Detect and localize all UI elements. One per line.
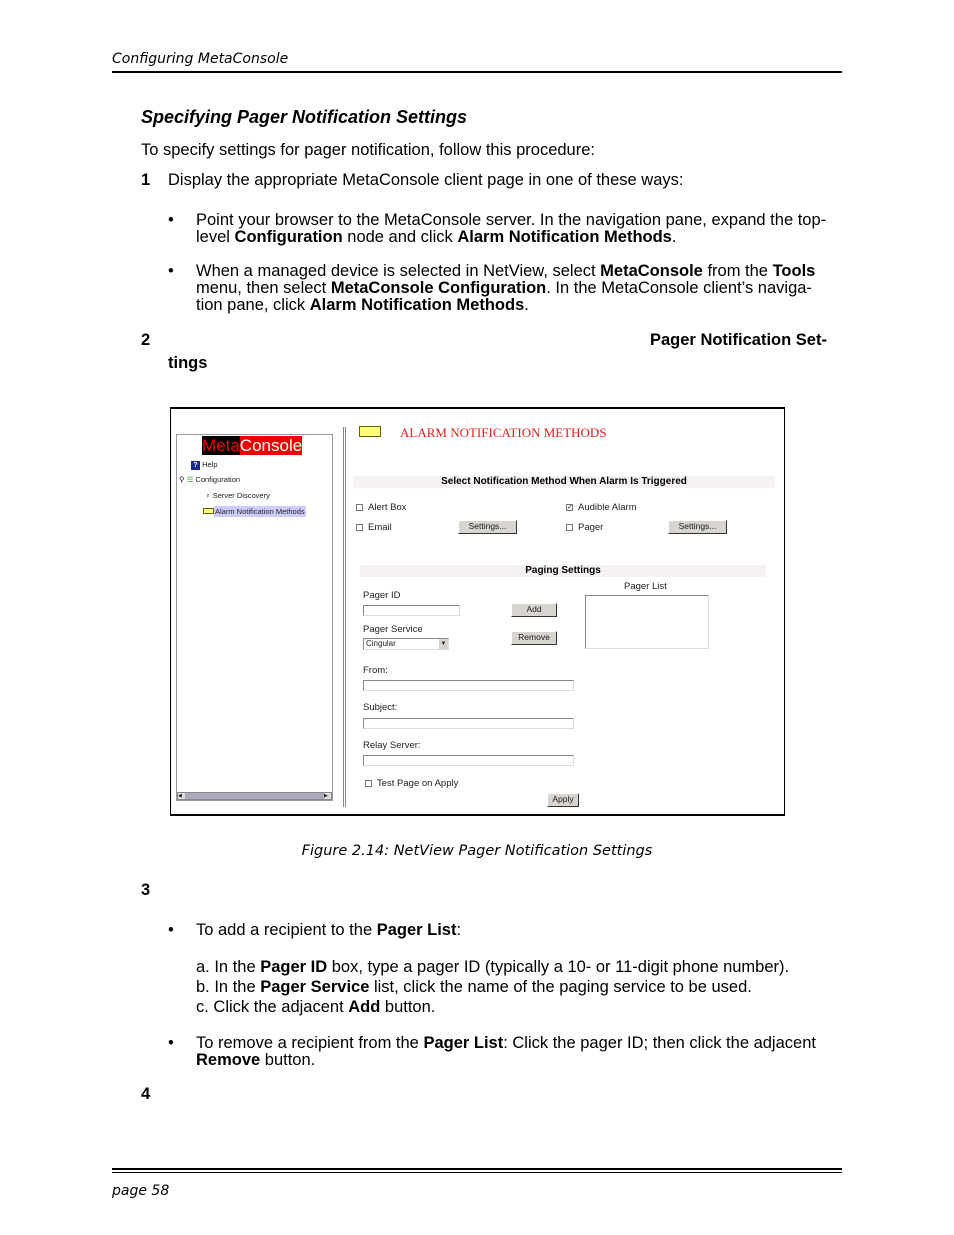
step-text: Pager Notification Set- — [650, 331, 827, 349]
pager-service-label: Pager Service — [363, 624, 423, 635]
subject-input[interactable] — [363, 718, 574, 729]
sub-step: b. In the Pager Service list, click the name of the paging service to be used. — [196, 978, 752, 996]
expand-icon: ⚲ — [179, 475, 185, 484]
footer-rule — [112, 1172, 842, 1173]
scroll-right-icon[interactable]: ▶ — [324, 793, 331, 799]
section-title: Specifying Pager Notification Settings — [141, 107, 468, 127]
tree-item-alarm-notification-methods[interactable]: Alarm Notification Methods — [203, 507, 306, 516]
apply-button[interactable]: Apply — [547, 793, 579, 807]
pager-settings-button[interactable]: Settings... — [668, 520, 727, 534]
alert-box-checkbox[interactable]: Alert Box — [356, 502, 407, 513]
help-icon: ? — [191, 461, 200, 470]
pager-list-label: Pager List — [624, 581, 667, 592]
navigation-pane — [176, 434, 333, 801]
tree-item-configuration[interactable]: ⚲ ☰ Configuration — [179, 475, 241, 484]
add-button[interactable]: Add — [511, 603, 557, 617]
step-text: tings — [168, 354, 208, 372]
intro-text: To specify settings for pager notification, follow this procedure: — [141, 141, 595, 159]
step-number: 2 — [141, 331, 151, 349]
sub-step: a. In the Pager ID box, type a pager ID (typically a 10- or 11-digit phone number). — [196, 958, 790, 976]
pager-id-label: Pager ID — [363, 590, 401, 601]
audible-alarm-checkbox[interactable]: ✓ Audible Alarm — [567, 502, 637, 513]
bullet-text: Point your browser to the MetaConsole server. In the navigation pane, expand the top- level Configuration node and click Alarm Notification Methods. — [196, 211, 827, 246]
sub-step: c. Click the adjacent Add button. — [196, 998, 436, 1016]
bullet-text: To add a recipient to the Pager List: — [196, 921, 462, 939]
pager-checkbox[interactable]: Pager — [566, 522, 603, 533]
chevron-down-icon[interactable]: ▼ — [440, 641, 447, 647]
bullet-text: When a managed device is selected in NetView, select MetaConsole from the Tools menu, then select MetaConsole Configuration. In the MetaConsole client’s naviga- tion pane, click Alarm Notification Methods. — [196, 262, 816, 314]
tree-item-server-discovery[interactable]: ♀ Server Discovery — [205, 491, 270, 500]
pager-id-input[interactable] — [363, 605, 460, 616]
test-page-checkbox[interactable]: Test Page on Apply — [365, 778, 458, 789]
pager-service-select[interactable]: Cingular ▼ — [363, 638, 449, 650]
pager-list-box[interactable] — [585, 595, 709, 649]
email-checkbox[interactable]: Email — [356, 522, 392, 533]
from-label: From: — [363, 665, 388, 676]
config-icon: ☰ — [186, 475, 194, 484]
page-title: ALARM NOTIFICATION METHODS — [400, 425, 607, 440]
relay-server-label: Relay Server: — [363, 740, 421, 751]
key-icon: ♀ — [205, 491, 211, 500]
select-method-header: Select Notification Method When Alarm Is Triggered — [353, 476, 775, 488]
remove-button[interactable]: Remove — [511, 631, 557, 645]
email-settings-button[interactable]: Settings... — [458, 520, 517, 534]
figure-caption: Figure 2.14: NetView Pager Notification Settings — [301, 843, 653, 859]
bullet-icon: • — [168, 1034, 174, 1052]
running-header: Configuring MetaConsole — [112, 51, 289, 67]
step-text: Display the appropriate MetaConsole client page in one of these ways: — [168, 171, 684, 189]
scroll-left-icon[interactable]: ◀ — [178, 793, 185, 799]
tree-item-help[interactable]: ? Help — [191, 460, 218, 470]
figure-screenshot — [170, 407, 785, 816]
bullet-icon: • — [168, 211, 174, 229]
step-number: 3 — [141, 881, 151, 899]
paging-settings-header: Paging Settings — [360, 565, 766, 577]
bullet-text: To remove a recipient from the Pager List: Click the pager ID; then click the adjacent Remove button. — [196, 1034, 816, 1069]
from-input[interactable] — [363, 680, 574, 691]
tag-icon — [203, 508, 214, 514]
pane-divider[interactable] — [343, 427, 346, 807]
relay-server-input[interactable] — [363, 755, 574, 766]
tag-icon — [359, 426, 381, 437]
horizontal-scrollbar[interactable] — [177, 792, 332, 800]
sub-steps — [196, 957, 789, 1017]
header-rule — [112, 71, 842, 73]
subject-label: Subject: — [363, 702, 398, 713]
bullet-icon: • — [168, 921, 174, 939]
footer-rule — [112, 1168, 842, 1170]
step-number: 4 — [141, 1085, 151, 1103]
bullet-icon: • — [168, 262, 174, 280]
metaconsole-logo: MetaConsole — [202, 436, 303, 455]
step-number: 1 — [141, 171, 151, 189]
page-number: page 58 — [112, 1183, 170, 1199]
